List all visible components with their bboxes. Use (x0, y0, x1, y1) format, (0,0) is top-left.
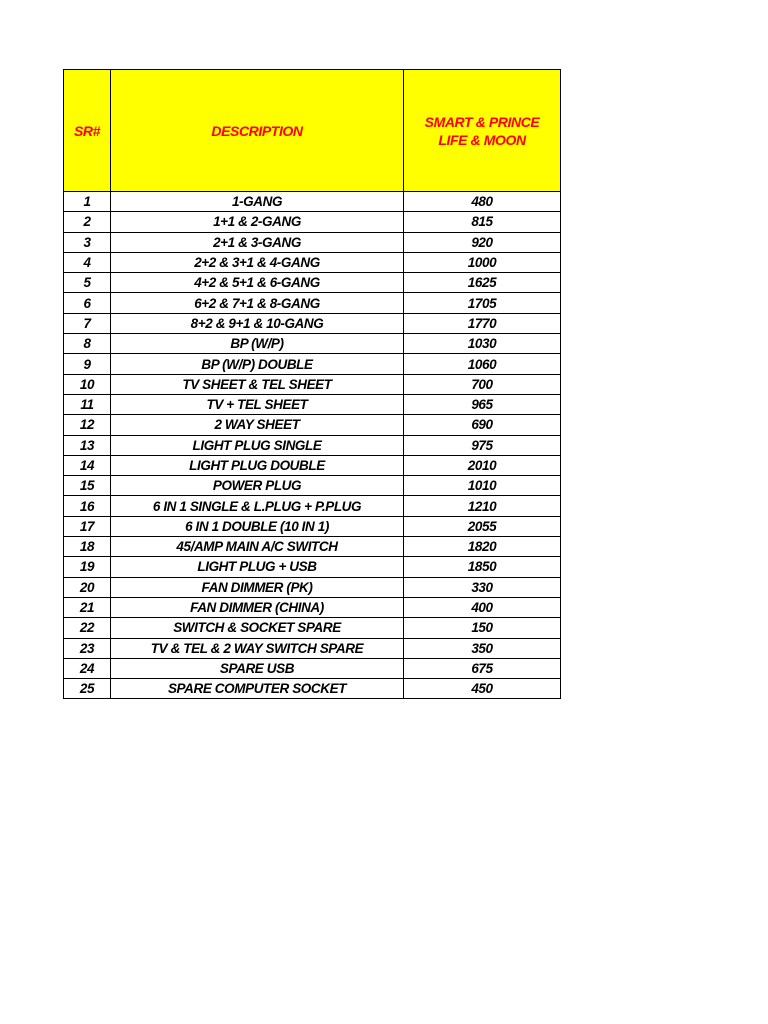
cell-description: LIGHT PLUG + USB (111, 557, 404, 577)
cell-price: 330 (404, 577, 561, 597)
table-row (64, 476, 561, 496)
cell-price: 1210 (404, 496, 561, 516)
table-row (64, 415, 561, 435)
table-row (64, 679, 561, 699)
cell-description: FAN DIMMER (CHINA) (111, 597, 404, 617)
cell-description: BP (W/P) DOUBLE (111, 354, 404, 374)
cell-price: 975 (404, 435, 561, 455)
cell-sr: 20 (64, 577, 111, 597)
cell-description: TV SHEET & TEL SHEET (111, 374, 404, 394)
cell-sr: 13 (64, 435, 111, 455)
cell-sr: 16 (64, 496, 111, 516)
cell-description: BP (W/P) (111, 334, 404, 354)
table-row (64, 557, 561, 577)
cell-sr: 7 (64, 313, 111, 333)
table-row (64, 516, 561, 536)
cell-sr: 22 (64, 618, 111, 638)
cell-sr: 8 (64, 334, 111, 354)
cell-description: TV + TEL SHEET (111, 394, 404, 414)
table-row (64, 313, 561, 333)
cell-description: 6 IN 1 SINGLE & L.PLUG + P.PLUG (111, 496, 404, 516)
cell-sr: 14 (64, 455, 111, 475)
cell-sr: 19 (64, 557, 111, 577)
cell-description: SWITCH & SOCKET SPARE (111, 618, 404, 638)
cell-price: 350 (404, 638, 561, 658)
cell-sr: 2 (64, 212, 111, 232)
cell-price: 450 (404, 679, 561, 699)
cell-sr: 15 (64, 476, 111, 496)
cell-sr: 4 (64, 252, 111, 272)
table-row (64, 537, 561, 557)
cell-sr: 21 (64, 597, 111, 617)
header-price-line1: SMART & PRINCE (424, 113, 540, 130)
cell-sr: 25 (64, 679, 111, 699)
cell-price: 1000 (404, 252, 561, 272)
table-row (64, 394, 561, 414)
table-row (64, 334, 561, 354)
cell-price: 1705 (404, 293, 561, 313)
cell-price: 675 (404, 658, 561, 678)
cell-price: 1010 (404, 476, 561, 496)
header-description: DESCRIPTION (111, 70, 404, 192)
cell-description: 2 WAY SHEET (111, 415, 404, 435)
cell-description: POWER PLUG (111, 476, 404, 496)
table-row (64, 435, 561, 455)
table-row (64, 293, 561, 313)
table-row (64, 577, 561, 597)
cell-price: 965 (404, 394, 561, 414)
cell-price: 480 (404, 192, 561, 212)
table-row (64, 496, 561, 516)
cell-price: 1770 (404, 313, 561, 333)
cell-description: SPARE USB (111, 658, 404, 678)
table-row (64, 618, 561, 638)
cell-description: 45/AMP MAIN A/C SWITCH (111, 537, 404, 557)
table-body (64, 192, 561, 699)
cell-description: LIGHT PLUG DOUBLE (111, 455, 404, 475)
cell-price: 400 (404, 597, 561, 617)
cell-description: TV & TEL & 2 WAY SWITCH SPARE (111, 638, 404, 658)
cell-description: 1-GANG (111, 192, 404, 212)
table-row (64, 354, 561, 374)
cell-price: 2010 (404, 455, 561, 475)
cell-sr: 10 (64, 374, 111, 394)
header-price (404, 70, 561, 192)
cell-sr: 18 (64, 537, 111, 557)
cell-description: 2+1 & 3-GANG (111, 232, 404, 252)
cell-description: 8+2 & 9+1 & 10-GANG (111, 313, 404, 333)
table-row (64, 192, 561, 212)
header-row (64, 70, 561, 192)
cell-description: 2+2 & 3+1 & 4-GANG (111, 252, 404, 272)
cell-sr: 5 (64, 273, 111, 293)
cell-price: 150 (404, 618, 561, 638)
cell-description: FAN DIMMER (PK) (111, 577, 404, 597)
table-row (64, 597, 561, 617)
cell-price: 920 (404, 232, 561, 252)
cell-description: 4+2 & 5+1 & 6-GANG (111, 273, 404, 293)
cell-price: 1820 (404, 537, 561, 557)
cell-sr: 11 (64, 394, 111, 414)
table-row (64, 455, 561, 475)
cell-price: 1060 (404, 354, 561, 374)
cell-sr: 1 (64, 192, 111, 212)
header-sr: SR# (64, 70, 111, 192)
cell-price: 1625 (404, 273, 561, 293)
cell-sr: 24 (64, 658, 111, 678)
cell-sr: 12 (64, 415, 111, 435)
cell-sr: 17 (64, 516, 111, 536)
cell-sr: 3 (64, 232, 111, 252)
cell-price: 1030 (404, 334, 561, 354)
cell-sr: 6 (64, 293, 111, 313)
cell-price: 2055 (404, 516, 561, 536)
table-row (64, 273, 561, 293)
cell-price: 690 (404, 415, 561, 435)
cell-description: 1+1 & 2-GANG (111, 212, 404, 232)
cell-sr: 23 (64, 638, 111, 658)
cell-description: SPARE COMPUTER SOCKET (111, 679, 404, 699)
price-table (63, 69, 561, 699)
cell-description: 6+2 & 7+1 & 8-GANG (111, 293, 404, 313)
cell-sr: 9 (64, 354, 111, 374)
cell-price: 1850 (404, 557, 561, 577)
table-row (64, 212, 561, 232)
table-row (64, 658, 561, 678)
table-row (64, 374, 561, 394)
header-price-line2: LIFE & MOON (438, 131, 526, 148)
table-row (64, 232, 561, 252)
cell-description: 6 IN 1 DOUBLE (10 IN 1) (111, 516, 404, 536)
table-row (64, 638, 561, 658)
cell-price: 700 (404, 374, 561, 394)
table-row (64, 252, 561, 272)
cell-description: LIGHT PLUG SINGLE (111, 435, 404, 455)
cell-price: 815 (404, 212, 561, 232)
